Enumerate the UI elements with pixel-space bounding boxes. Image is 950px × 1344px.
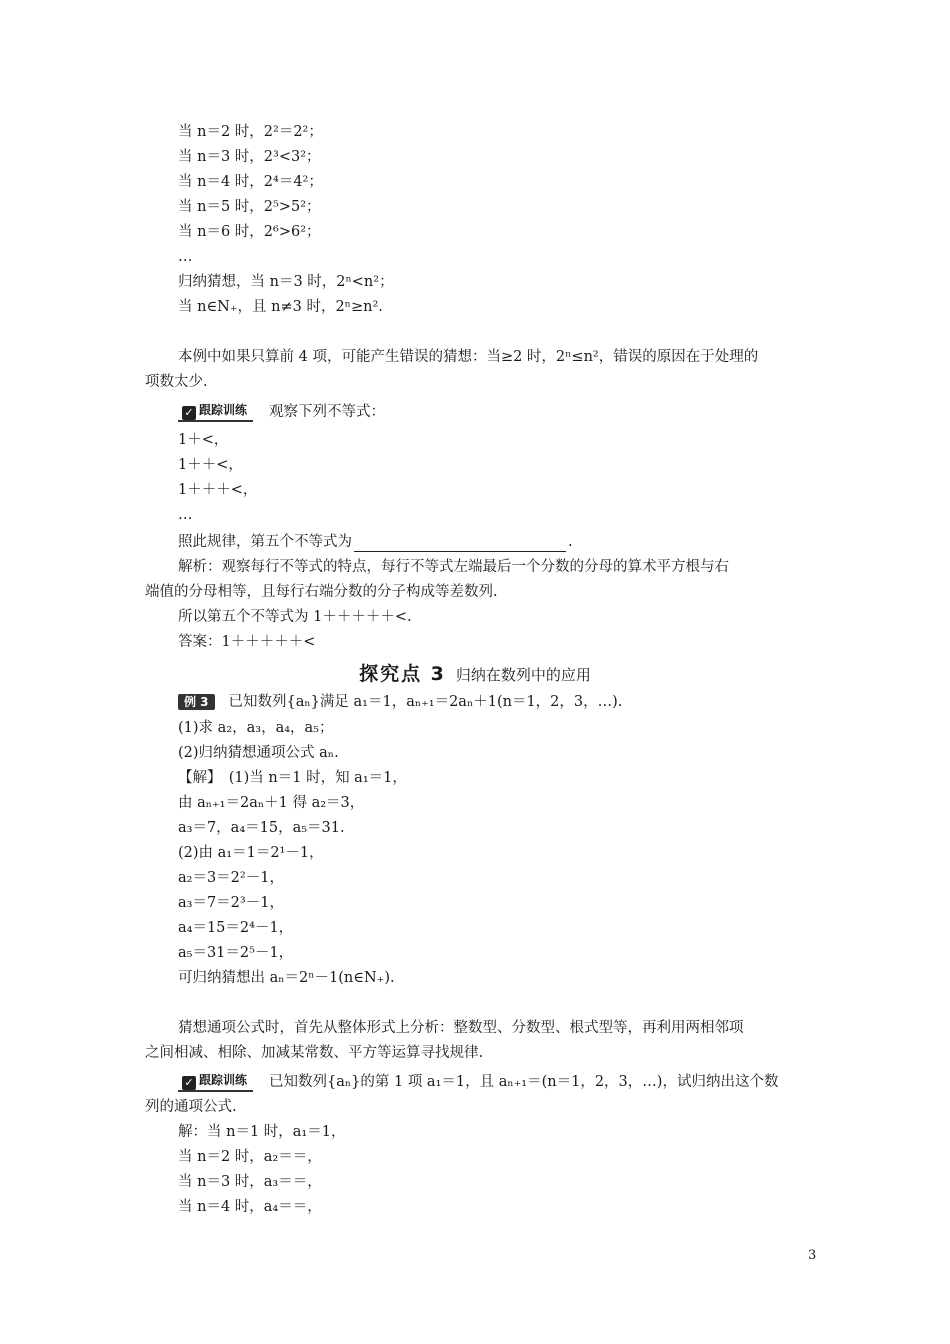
training-badge: ✓ 跟踪训练 [178,1072,253,1092]
training-header [178,402,385,422]
fill-in-question: 照此规律，第五个不等式为 . [178,534,573,550]
note-paragraph-line: 猜想通项公式时，首先从整体形式上分析：整数型、分数型、根式型等，再利用两相邻项 [178,1020,744,1036]
training-prompt-cont: 列的通项公式. [145,1099,237,1115]
ellipsis-line: … [178,507,193,523]
answer-blank[interactable] [354,537,566,552]
text-line: 归纳猜想，当 n＝3 时，2ⁿ<n²； [178,274,394,290]
note-paragraph-line: 本例中如果只算前 4 项，可能产生错误的猜想：当≥2 时，2ⁿ≤n²，错误的原因在于处理的 [178,349,759,365]
solution-line: a₃＝7，a₄＝15，a₅＝31. [178,820,345,836]
analysis-line: 解析：观察每行不等式的特点，每行不等式左端最后一个分数的分母的算术平方根与右 [178,559,729,575]
text-line: 当 n＝6 时，2⁶>6²； [178,224,321,240]
example-badge: 例 3 [178,694,215,710]
solution-line: a₅＝31＝2⁵－1， [178,945,294,961]
inequality-line: 1＋＋<， [178,457,243,473]
solution-line: 当 n＝4 时，a₄＝＝， [178,1199,322,1215]
text-line: 当 n＝4 时，2⁴＝4²； [178,174,323,190]
text-line: 当 n＝2 时，2²＝2²； [178,124,323,140]
solution-line: a₄＝15＝2⁴－1， [178,920,294,936]
text-line: 当 n＝3 时，2³<3²； [178,149,321,165]
solution-line: 由 aₙ₊₁＝2aₙ＋1 得 a₂＝3， [178,795,365,811]
example-statement: 例 3 已知数列{aₙ}满足 a₁＝1，aₙ₊₁＝2aₙ＋1(n＝1，2，3，…). [178,692,622,712]
answer-line: 答案：1＋＋＋＋＋< [178,634,316,650]
analysis-line: 端值的分母相等，且每行右端分数的分子构成等差数列. [145,584,498,600]
question-line: (2)归纳猜想通项公式 aₙ. [178,745,339,761]
inequality-line: 1＋＋＋<， [178,482,258,498]
training-prompt: 已知数列{aₙ}的第 1 项 a₁＝1，且 aₙ₊₁＝(n＝1，2，3，…)，试归纳出这个数 [269,1074,779,1090]
ellipsis-line: … [178,249,193,265]
solution-line: 可归纳猜想出 aₙ＝2ⁿ－1(n∈N₊). [178,970,395,986]
section-subtitle: 归纳在数列中的应用 [455,666,591,684]
training-badge: ✓ 跟踪训练 [178,402,253,422]
solution-line: a₃＝7＝2³－1， [178,895,284,911]
solution-line: (2)由 a₁＝1＝2¹－1， [178,845,324,861]
solution-line: 解：当 n＝1 时，a₁＝1， [178,1124,346,1140]
page-number: 3 [808,1248,817,1263]
solution-line: 【解】 (1)当 n＝1 时，知 a₁＝1， [178,770,407,786]
check-icon: ✓ [182,1076,196,1090]
solution-line: 当 n＝3 时，a₃＝＝， [178,1174,322,1190]
solution-line: a₂＝3＝2²－1， [178,870,284,886]
note-paragraph-line: 之间相减、相除、加减某常数、平方等运算寻找规律. [145,1045,484,1061]
text-line: 当 n＝5 时，2⁵>5²； [178,199,321,215]
training-prompt: 观察下列不等式： [269,404,386,420]
conclusion-line: 所以第五个不等式为 1＋＋＋＋＋<. [178,609,412,625]
inequality-line: 1＋<， [178,432,229,448]
text-line: 当 n∈N₊，且 n≠3 时，2ⁿ≥n². [178,299,383,315]
check-icon: ✓ [182,406,196,420]
training-header [178,1072,778,1092]
section-heading [0,659,950,686]
question-line: (1)求 a₂，a₃，a₄，a₅； [178,720,334,736]
section-title: 探究点 3 [359,663,446,685]
note-paragraph-line: 项数太少. [145,374,208,390]
solution-line: 当 n＝2 时，a₂＝＝， [178,1149,322,1165]
